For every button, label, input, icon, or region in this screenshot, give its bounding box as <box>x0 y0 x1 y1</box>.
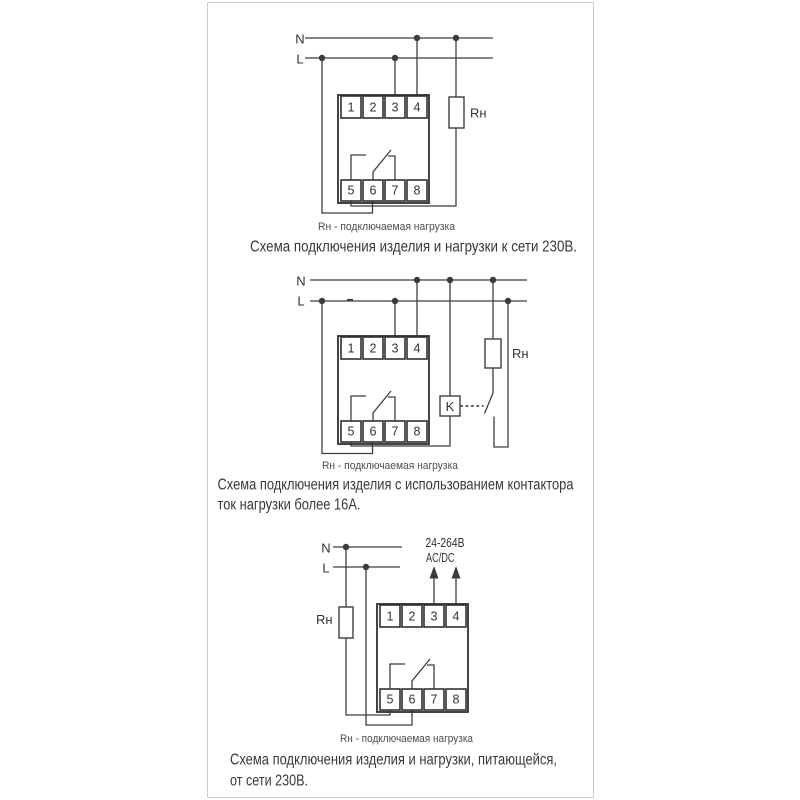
relay-contact-fixed-5 <box>351 396 366 421</box>
junction-dot <box>414 277 420 283</box>
terminal-number: 2 <box>369 341 377 356</box>
junction-dot <box>343 544 349 550</box>
n-label: N <box>296 273 306 289</box>
l-label: L <box>322 560 330 576</box>
relay-contact-arm <box>373 150 391 180</box>
l-label: L <box>296 51 304 67</box>
terminal-number: 8 <box>413 424 421 439</box>
supply-type-label: AC/DC <box>426 550 455 565</box>
load-label: Rн <box>512 346 529 361</box>
diagram3-caption-line1: Схема подключения изделия и нагрузки, питающейся, <box>230 751 557 769</box>
terminal-number: 4 <box>452 609 460 624</box>
terminal-number: 3 <box>391 100 399 115</box>
terminal-number: 6 <box>369 424 377 439</box>
relay-contact-fixed-7 <box>388 397 395 421</box>
junction-dot <box>392 55 398 61</box>
junction-dot <box>363 564 369 570</box>
junction-dot <box>392 298 398 304</box>
terminal-number: 7 <box>391 424 399 439</box>
diagram-mains-230v <box>250 32 577 256</box>
diagram3-caption-line2: от сети 230В. <box>230 772 308 790</box>
diagram2-caption-line1: Схема подключения изделия с использованием контактора <box>217 476 574 494</box>
junction-dot <box>453 35 459 41</box>
relay-contact-fixed-7 <box>388 156 395 180</box>
terminal-number: 7 <box>430 692 438 707</box>
terminal-number: 1 <box>386 609 394 624</box>
relay-contact-fixed-5 <box>351 155 366 180</box>
terminal-number: 4 <box>413 100 421 115</box>
terminal-number: 5 <box>386 692 394 707</box>
terminal-number: 7 <box>391 183 399 198</box>
supply-arrow-icon <box>452 566 461 579</box>
terminal-number: 6 <box>369 183 377 198</box>
junction-dot <box>319 55 325 61</box>
load-label: Rн <box>470 105 487 121</box>
diagram2-caption-line2: ток нагрузки более 16А. <box>217 496 361 514</box>
terminal-number: 4 <box>413 341 421 356</box>
terminal-number: 6 <box>408 692 416 707</box>
junction-dot <box>319 298 325 304</box>
junction-dot <box>447 277 453 283</box>
relay-contact-fixed-7 <box>427 665 434 689</box>
diagram-contactor-16a <box>218 274 574 514</box>
relay-contact-arm <box>373 391 391 421</box>
load-note: Rн - подключаемая нагрузка <box>318 221 456 233</box>
supply-arrow-icon <box>430 566 439 579</box>
terminal-number: 1 <box>347 100 355 115</box>
diagram1-caption: Схема подключения изделия и нагрузки к сети 230В. <box>250 238 577 256</box>
junction-dot <box>414 35 420 41</box>
supply-voltage-label: 24-264В <box>425 535 465 550</box>
n-label: N <box>295 31 305 47</box>
terminal-number: 2 <box>408 609 416 624</box>
load-label: Rн <box>316 612 333 627</box>
terminal-number: 3 <box>391 341 399 356</box>
terminal-number: 8 <box>413 183 421 198</box>
terminal-number: 8 <box>452 692 460 707</box>
diagram-low-voltage-supply <box>230 535 557 790</box>
load-resistor <box>339 607 353 638</box>
terminal-number: 1 <box>347 341 355 356</box>
terminal-number: 2 <box>369 100 377 115</box>
junction-dot <box>505 298 511 304</box>
junction-dot <box>490 277 496 283</box>
wire-contact-to-l <box>494 301 508 447</box>
load-resistor <box>449 97 464 128</box>
load-resistor <box>485 339 501 368</box>
n-label: N <box>321 540 331 556</box>
terminal-number: 5 <box>347 424 355 439</box>
content-panel-border <box>208 3 594 798</box>
relay-contact-fixed-5 <box>390 664 405 689</box>
terminal-number: 3 <box>430 609 438 624</box>
load-note: Rн - подключаемая нагрузка <box>340 733 474 745</box>
contactor-label: K <box>445 399 455 414</box>
relay-contact-arm <box>412 659 430 689</box>
contactor-contact-arm <box>485 393 494 414</box>
terminal-number: 5 <box>347 183 355 198</box>
load-note: Rн - подключаемая нагрузка <box>322 460 459 472</box>
l-label: L <box>297 293 305 309</box>
